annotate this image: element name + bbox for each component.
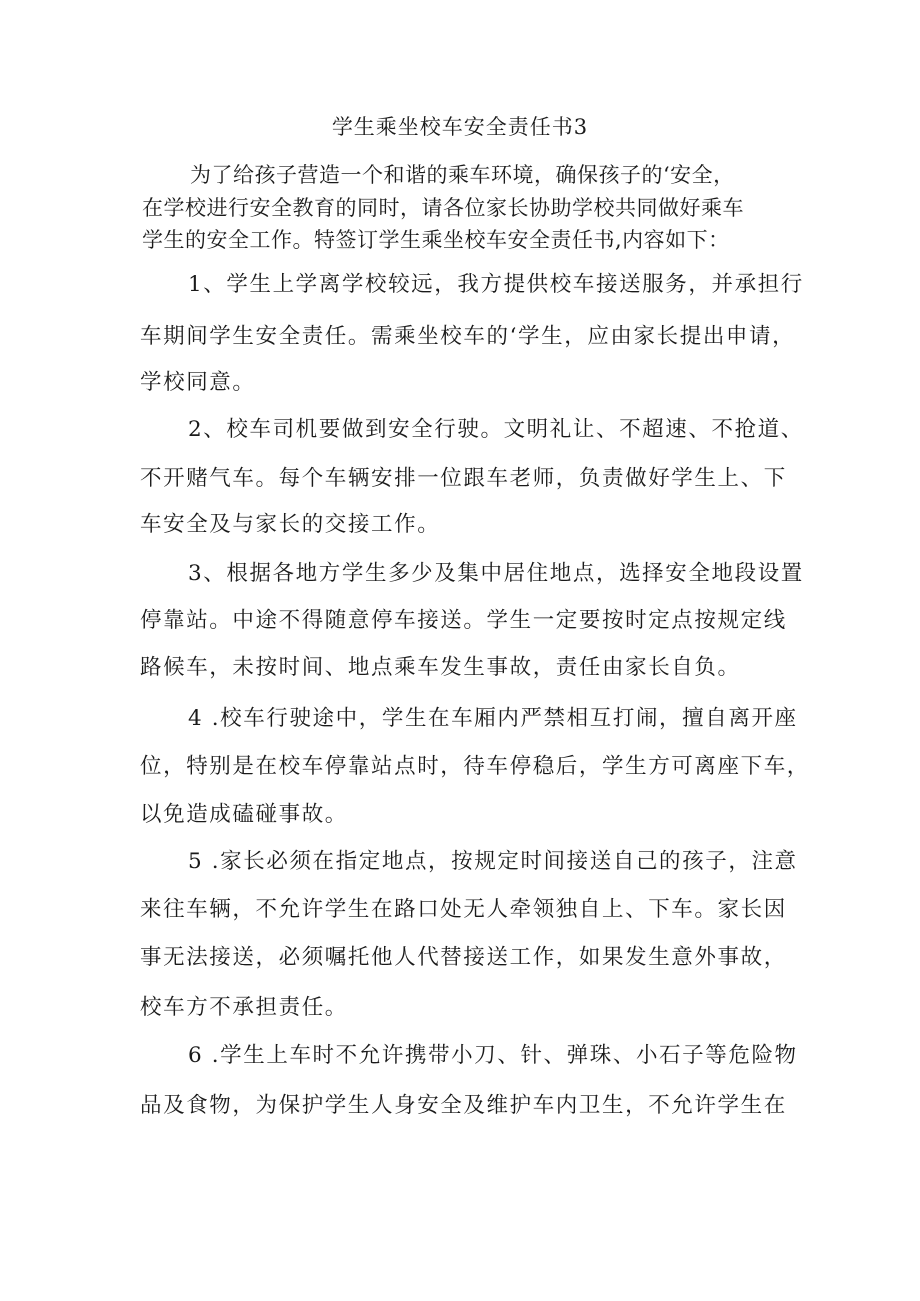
clause-line: 6 .学生上车时不允许携带小刀、针、弹珠、小石子等危险物 — [188, 1043, 798, 1068]
clause-line: 1、学生上学离学校较远，我方提供校车接送服务，并承担行 — [188, 272, 804, 297]
clause-line: 事无法接送，必须嘱托他人代替接送工作，如果发生意外事故， — [140, 945, 787, 970]
document-title: 学生乘坐校车安全责任书3 — [331, 115, 589, 139]
clause-line: 路候车，未按时间、地点乘车发生事故，责任由家长自负。 — [140, 655, 741, 680]
clause-line: 车安全及与家长的交接工作。 — [140, 512, 441, 537]
intro-line: 为了给孩子营造一个和谐的乘车环境，确保孩子的‘安全， — [190, 163, 735, 187]
clause-line: 3、根据各地方学生多少及集中居住地点，选择安全地段设置 — [188, 561, 804, 586]
clause-line: 校车方不承担责任。 — [140, 995, 348, 1020]
clause-line: 不开赌气车。每个车辆安排一位跟车老师，负责做好学生上、下 — [140, 466, 787, 491]
clause-line: 学校同意。 — [140, 370, 256, 395]
clause-line: 4 .校车行驶途中，学生在车厢内严禁相互打闹，擅自离开座 — [188, 706, 798, 731]
clause-line: 位，特别是在校车停靠站点时，待车停稳后，学生方可离座下车， — [140, 754, 810, 779]
intro-line: 学生的安全工作。特签订学生乘坐校车安全责任书,内容如下： — [142, 228, 730, 252]
clause-line: 5 .家长必须在指定地点，按规定时间接送自己的孩子，注意 — [188, 849, 798, 874]
clause-line: 品及食物，为保护学生人身安全及维护车内卫生，不允许学生在 — [140, 1093, 787, 1118]
intro-line: 在学校进行安全教育的同时，请各位家长协助学校共同做好乘车 — [142, 196, 744, 220]
clause-line: 停靠站。中途不得随意停车接送。学生一定要按时定点按规定线 — [140, 608, 787, 633]
clause-line: 车期间学生安全责任。需乘坐校车的‘学生，应由家长提出申请， — [140, 324, 796, 349]
clause-line: 以免造成磕碰事故。 — [140, 802, 348, 827]
clause-line: 2、校车司机要做到安全行驶。文明礼让、不超速、不抢道、 — [188, 417, 804, 442]
clause-line: 来往车辆，不允许学生在路口处无人牵领独自上、下车。家长因 — [140, 897, 787, 922]
